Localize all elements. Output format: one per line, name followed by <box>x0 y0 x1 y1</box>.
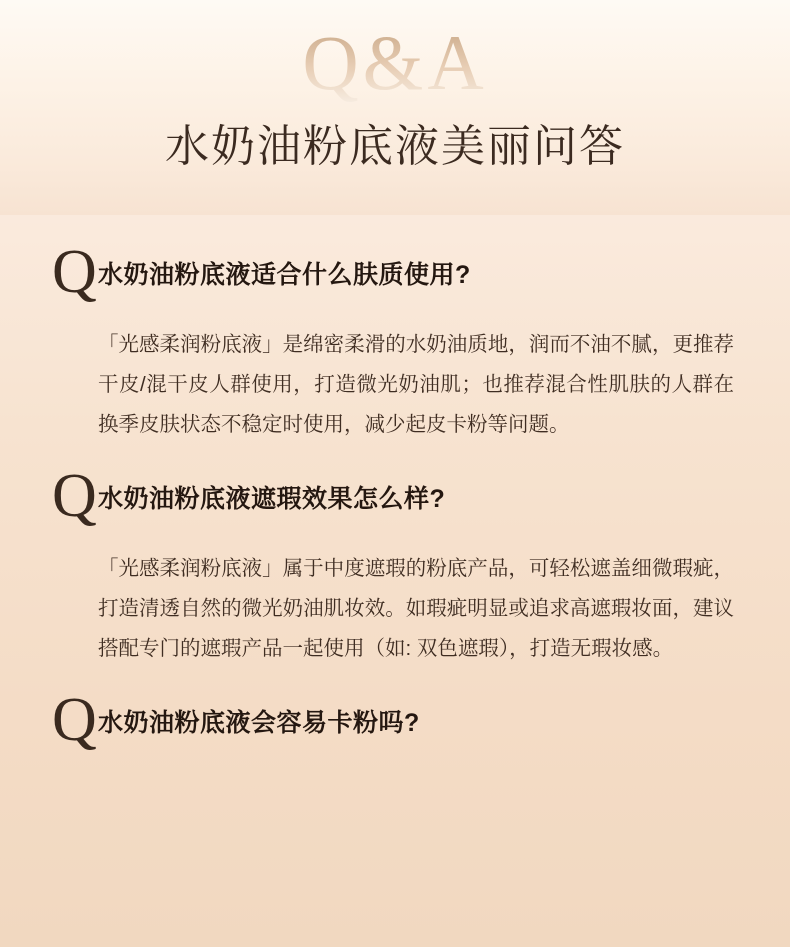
question-text: 水奶油粉底液遮瑕效果怎么样? <box>98 484 446 513</box>
question-row <box>52 685 738 757</box>
question-marker-icon: Q <box>52 238 97 306</box>
qa-item <box>52 461 738 669</box>
qa-item <box>52 238 738 445</box>
question-text: 水奶油粉底液适合什么肤质使用? <box>98 261 471 289</box>
question-row <box>52 461 738 533</box>
page-header <box>0 0 790 215</box>
answer-text: 「光感柔润粉底液」属于中度遮瑕的粉底产品，可轻松遮盖细微瑕疵，打造清透自然的微光奶油肌妆效。如瑕疵明显或追求高遮瑕妆面，建议搭配专门的遮瑕产品一起使用（如: 双色遮瑕），打造无瑕妆感。 <box>98 556 734 660</box>
question-marker-icon: Q <box>52 685 97 754</box>
question-row <box>52 238 738 309</box>
qa-list <box>0 215 790 757</box>
qa-emblem: Q&A <box>0 24 790 102</box>
page-title: 水奶油粉底液美丽问答 <box>165 122 625 171</box>
qa-item <box>52 685 738 757</box>
question-text: 水奶油粉底液会容易卡粉吗? <box>98 708 420 737</box>
answer-text: 「光感柔润粉底液」是绵密柔滑的水奶油质地，润而不油不腻，更推荐干皮/混干皮人群使用，打造微光奶油肌；也推荐混合性肌肤的人群在换季皮肤状态不稳定时使用，减少起皮卡粉等问题。 <box>98 333 734 436</box>
question-marker-icon: Q <box>52 461 97 530</box>
